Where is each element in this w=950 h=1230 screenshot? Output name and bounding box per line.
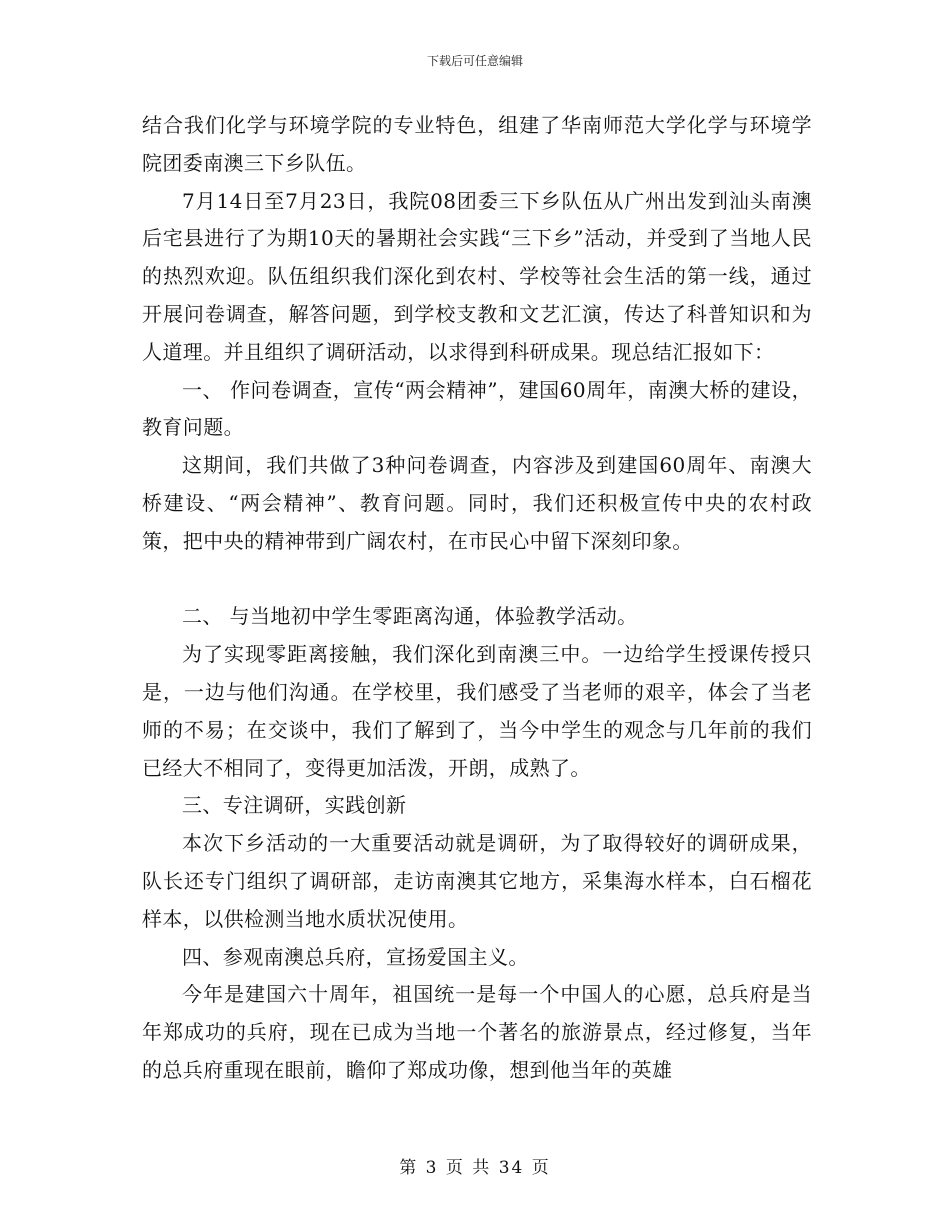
paragraph: 今年是建国六十周年，祖国统一是每一个中国人的心愿，总兵府是当年郑成功的兵府，现在已成为当地一个著名的旅游景点，经过修复，当年的总兵府重现在眼前，瞻仰了郑成功像，想到他当年的英雄 — [142, 982, 812, 1082]
section-heading: 一、 作问卷调查，宣传“两会精神”，建国60周年，南澳大桥的建设，教育问题。 — [142, 377, 812, 440]
section-heading: 四、参观南澳总兵府，宣扬爱国主义。 — [182, 944, 529, 969]
page-header: 下载后可任意编辑 — [426, 54, 523, 68]
section-heading: 二、 与当地初中学生零距离沟通，体验教学活动。 — [182, 604, 638, 629]
paragraph: 这期间，我们共做了3种问卷调查，内容涉及到建国60周年、南澳大桥建设、“两会精神”、教育问题。同时，我们还积极宣传中央的农村政策，把中央的精神带到广阔农村，在市民心中留下深刻印象。 — [142, 453, 812, 553]
section-heading: 三、专注调研，实践创新 — [182, 793, 407, 818]
page-number: 第 3 页 共 34 页 — [399, 1158, 551, 1178]
paragraph: 为了实现零距离接触，我们深化到南澳三中。一边给学生授课传授只是，一边与他们沟通。在学校里，我们感受了当老师的艰辛，体会了当老师的不易；在交谈中，我们了解到了，当今中学生的观念与几年前的我们已经大不相同了，变得更加活泼，开朗，成熟了。 — [142, 642, 812, 780]
paragraph: 7月14日至7月23日，我院08团委三下乡队伍从广州出发到汕头南澳后宅县进行了为期10天的暑期社会实践“三下乡”活动，并受到了当地人民的热烈欢迎。队伍组织我们深化到农村、学校等社会生活的第一线，通过开展问卷调查，解答问题，到学校支教和文艺汇演，传达了科普知识和为人道理。并且组织了调研活动，以求得到科研成果。现总结汇报如下： — [142, 188, 812, 364]
blank-line — [142, 561, 812, 599]
paragraph: 本次下乡活动的一大重要活动就是调研，为了取得较好的调研成果，队长还专门组织了调研部，走访南澳其它地方，采集海水样本，白石榴花样本，以供检测当地水质状况使用。 — [142, 831, 812, 931]
paragraph: 结合我们化学与环境学院的专业特色，组建了华南师范大学化学与环境学院团委南澳三下乡队伍。 — [142, 113, 812, 175]
document-body — [142, 107, 812, 1090]
